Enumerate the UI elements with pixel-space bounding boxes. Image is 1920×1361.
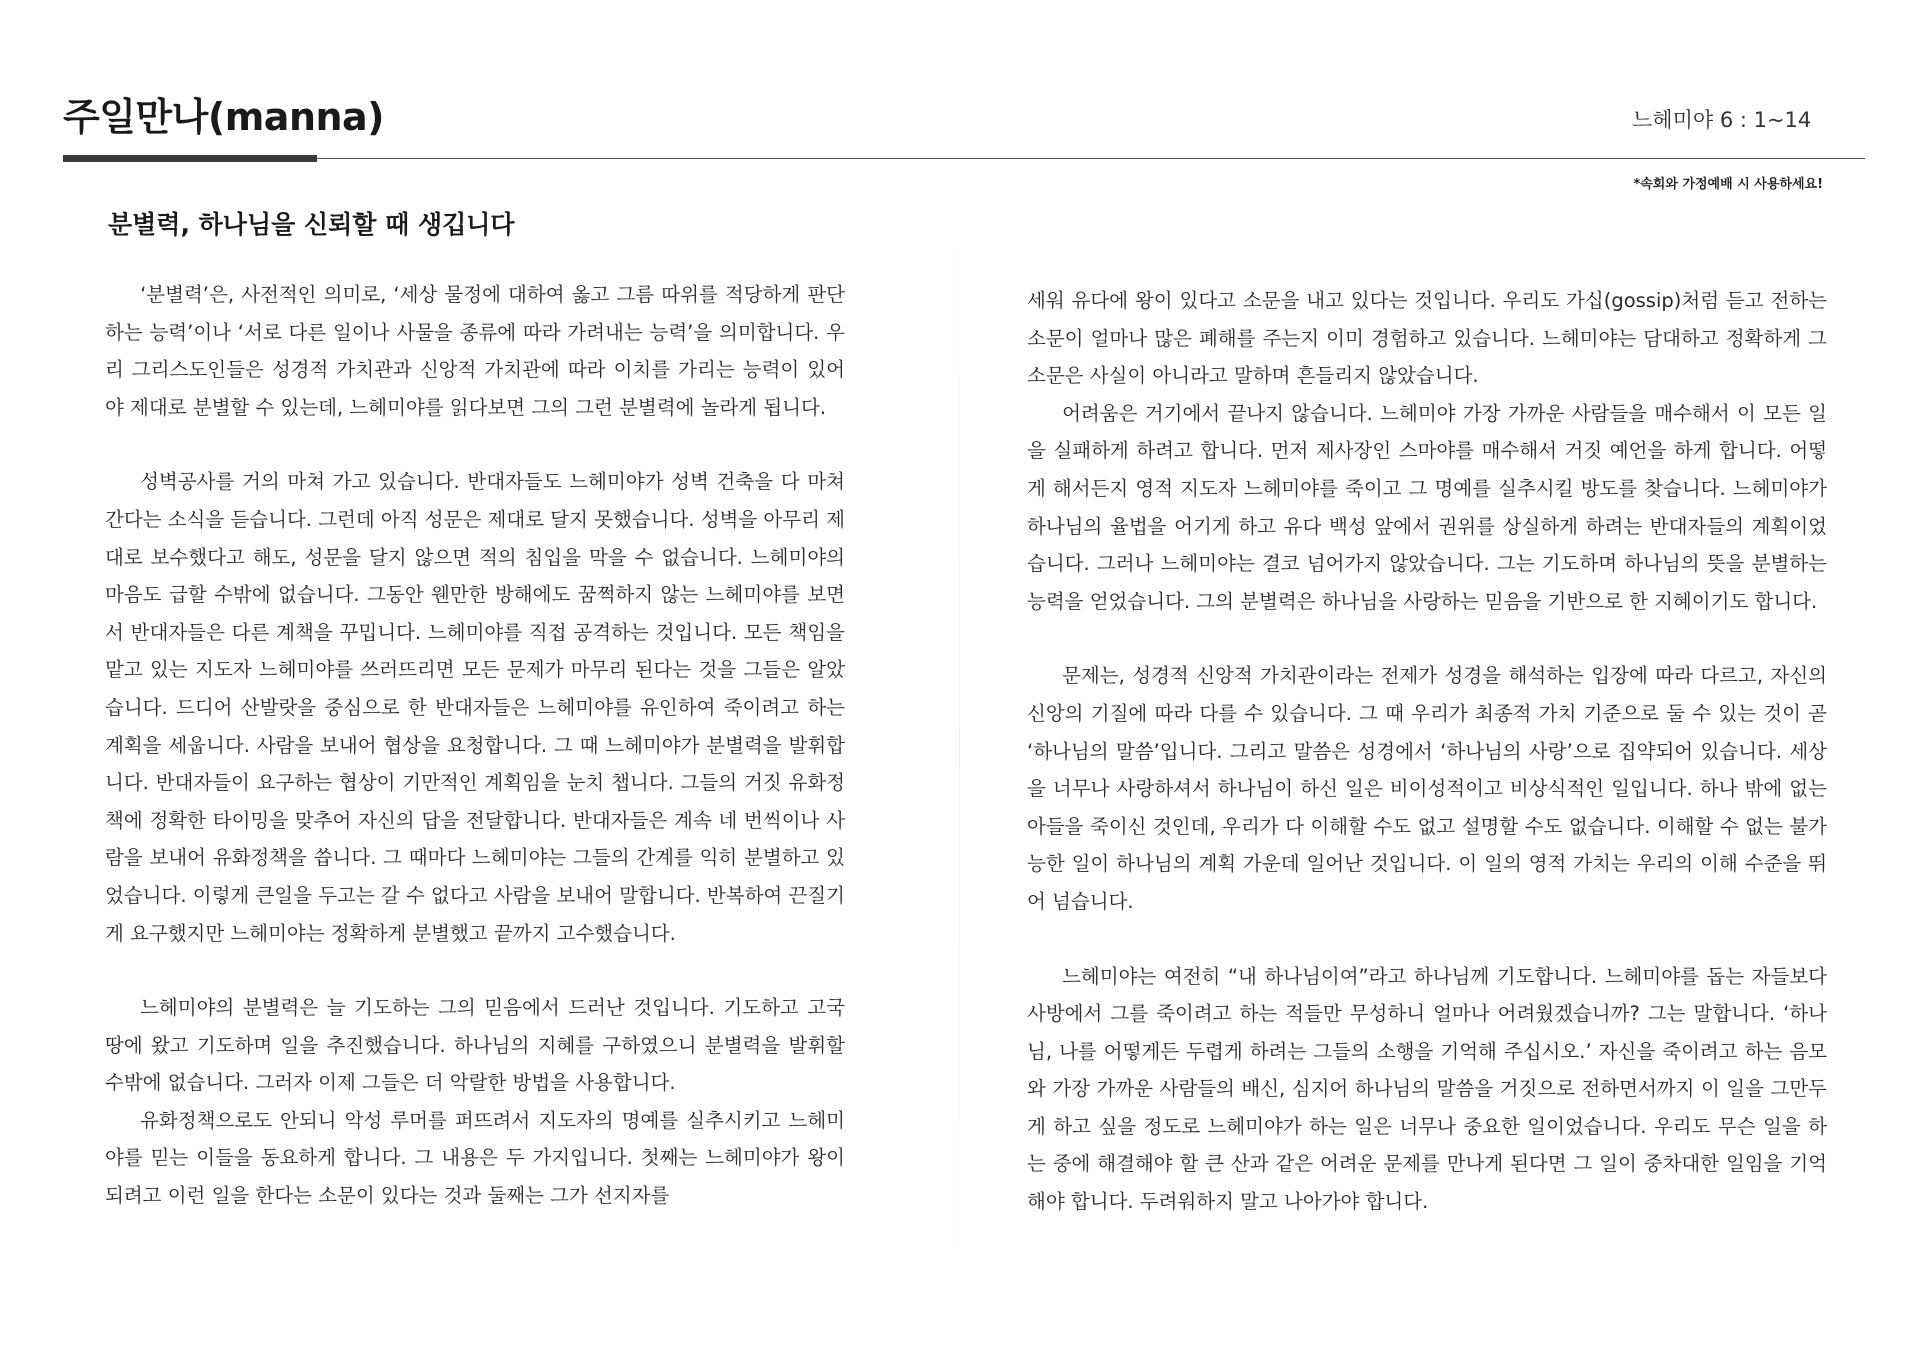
left-column — [105, 276, 845, 1215]
scripture-reference: 느헤미야 6 : 1~14 — [1632, 108, 1812, 132]
usage-note: *속회와 가정예배 시 사용하세요! — [1633, 177, 1823, 192]
paragraph: 느헤미야는 여전히 “내 하나님이여”라고 하나님께 기도합니다. 느헤미야를 돕는 자들보다 사방에서 그를 죽이려고 하는 적들만 무성하니 얼마나 어려웠겠습니까? 그는 말합니다. ‘하나님, 나를 어떻게든 두렵게 하려는 그들의 소행을 기억해 주십시오.’ 자신을 죽이려고 하는 음모와 가장 가까운 사람들의 배신, 심지어 하나님의 말씀을 거짓으로 전하면서까지 이 일을 그만두게 하고 싶을 정도로 느헤미야가 하는 일은 너무나 중요한 일이었습니다. 우리도 무슨 일을 하는 중에 해결해야 할 큰 산과 같은 어려운 문제를 만나게 된다면 그 일이 중차대한 일임을 기억해야 합니다. 두려워하지 말고 나아가야 합니다. — [1027, 964, 1827, 1214]
header-divider — [63, 158, 1865, 159]
paragraph: 문제는, 성경적 신앙적 가치관이라는 전제가 성경을 해석하는 입장에 따라 다르고, 자신의 신앙의 기질에 따라 다를 수 있습니다. 그 때 우리가 최종적 가치 기준으로 둘 수 있는 것이 곧 ‘하나님의 말씀’입니다. 그리고 말씀은 성경에서 ‘하나님의 사랑’으로 집약되어 있습니다. 세상을 너무나 사랑하셔서 하나님이 하신 일은 비이성적이고 비상식적인 일입니다. 하나 밖에 없는 아들을 죽이신 것인데, 우리가 다 이해할 수도 없고 설명할 수도 없습니다. 이해할 수 없는 불가능한 일이 하나님의 계획 가운데 일어난 것입니다. 이 일의 영적 가치는 우리의 이해 수준을 뛰어 넘습니다. — [1027, 664, 1827, 913]
paragraph: 세워 유다에 왕이 있다고 소문을 내고 있다는 것입니다. 우리도 가십(gossip)처럼 듣고 전하는 소문이 얼마나 많은 폐해를 주는지 이미 경험하고 있습니다. 느헤미야는 담대하고 정확하게 그 소문은 사실이 아니라고 말하며 흔들리지 않았습니다. — [1027, 289, 1827, 388]
paragraph: 어려움은 거기에서 끝나지 않습니다. 느헤미야 가장 가까운 사람들을 매수해서 이 모든 일을 실패하게 하려고 합니다. 먼저 제사장인 스마야를 매수해서 거짓 예언을 하게 합니다. 어떻게 해서든지 영적 지도자 느헤미야를 죽이고 그 명예를 실추시킬 방도를 찾습니다. 느헤미야가 하나님의 율법을 어기게 하고 유다 백성 앞에서 권위를 상실하게 하려는 반대자들의 계획이었습니다. 그러나 느헤미야는 결코 넘어가지 않았습니다. 그는 기도하며 하나님의 뜻을 분별하는 능력을 얻었습니다. 그의 분별력은 하나님을 사랑하는 믿음을 기반으로 한 지혜이기도 합니다. — [1027, 401, 1827, 613]
paragraph: 유화정책으로도 안되니 악성 루머를 퍼뜨려서 지도자의 명예를 실추시키고 느헤미야를 믿는 이들을 동요하게 합니다. 그 내용은 두 가지입니다. 첫째는 느헤미야가 왕이 되려고 이런 일을 한다는 소문이 있다는 것과 둘째는 그가 선지자를 — [105, 1108, 845, 1208]
article-subtitle: 분별력, 하나님을 신뢰할 때 생깁니다 — [108, 210, 515, 239]
page-fold — [959, 180, 960, 1320]
right-column — [1027, 282, 1827, 1221]
paragraph: 성벽공사를 거의 마쳐 가고 있습니다. 반대자들도 느헤미야가 성벽 건축을 다 마쳐간다는 소식을 듣습니다. 그런데 아직 성문은 제대로 달지 못했습니다. 성벽을 아무리 제대로 보수했다고 해도, 성문을 달지 않으면 적의 침입을 막을 수 없습니다. 느헤미야의 마음도 급할 수밖에 없습니다. 그동안 웬만한 방해에도 꿈쩍하지 않는 느헤미야를 보면서 반대자들은 다른 계책을 꾸밉니다. 느헤미야를 직접 공격하는 것입니다. 모든 책임을 맡고 있는 지도자 느헤미야를 쓰러뜨리면 모든 문제가 마무리 된다는 것을 그들은 알았습니다. 드디어 산발랏을 중심으로 한 반대자들은 느헤미야를 유인하여 죽이려고 하는 계획을 세웁니다. 사람을 보내어 협상을 요청합니다. 그 때 느헤미야가 분별력을 발휘합니다. 반대자들이 요구하는 협상이 기만적인 계획임을 눈치 챕니다. 그들의 거짓 유화정책에 정확한 타이밍을 맞추어 자신의 답을 전달합니다. 반대자들은 계속 네 번씩이나 사람을 보내어 유화정책을 씁니다. 그 때마다 느헤미야는 그들의 간계를 익히 분별하고 있었습니다. 이렇게 큰일을 두고는 갈 수 없다고 사람을 보내어 말합니다. 반복하여 끈질기게 요구했지만 느헤미야는 정확하게 분별했고 끝까지 고수했습니다. — [105, 470, 845, 945]
page-title: 주일만나(manna) — [63, 95, 385, 139]
header-accent-bar — [63, 155, 317, 162]
paragraph: 느헤미야의 분별력은 늘 기도하는 그의 믿음에서 드러난 것입니다. 기도하고 고국 땅에 왔고 기도하며 일을 추진했습니다. 하나님의 지혜를 구하였으니 분별력을 발휘할 수밖에 없습니다. 그러자 이제 그들은 더 악랄한 방법을 사용합니다. — [105, 996, 845, 1095]
paragraph: ‘분별력’은, 사전적인 의미로, ‘세상 물정에 대하여 옳고 그름 따위를 적당하게 판단하는 능력’이나 ‘서로 다른 일이나 사물을 종류에 따라 가려내는 능력’을 의미합니다. 우리 그리스도인들은 성경적 가치관과 신앙적 가치관에 따라 이치를 가리는 능력이 있어야 제대로 분별할 수 있는데, 느헤미야를 읽다보면 그의 그런 분별력에 놀라게 됩니다. — [105, 283, 845, 419]
